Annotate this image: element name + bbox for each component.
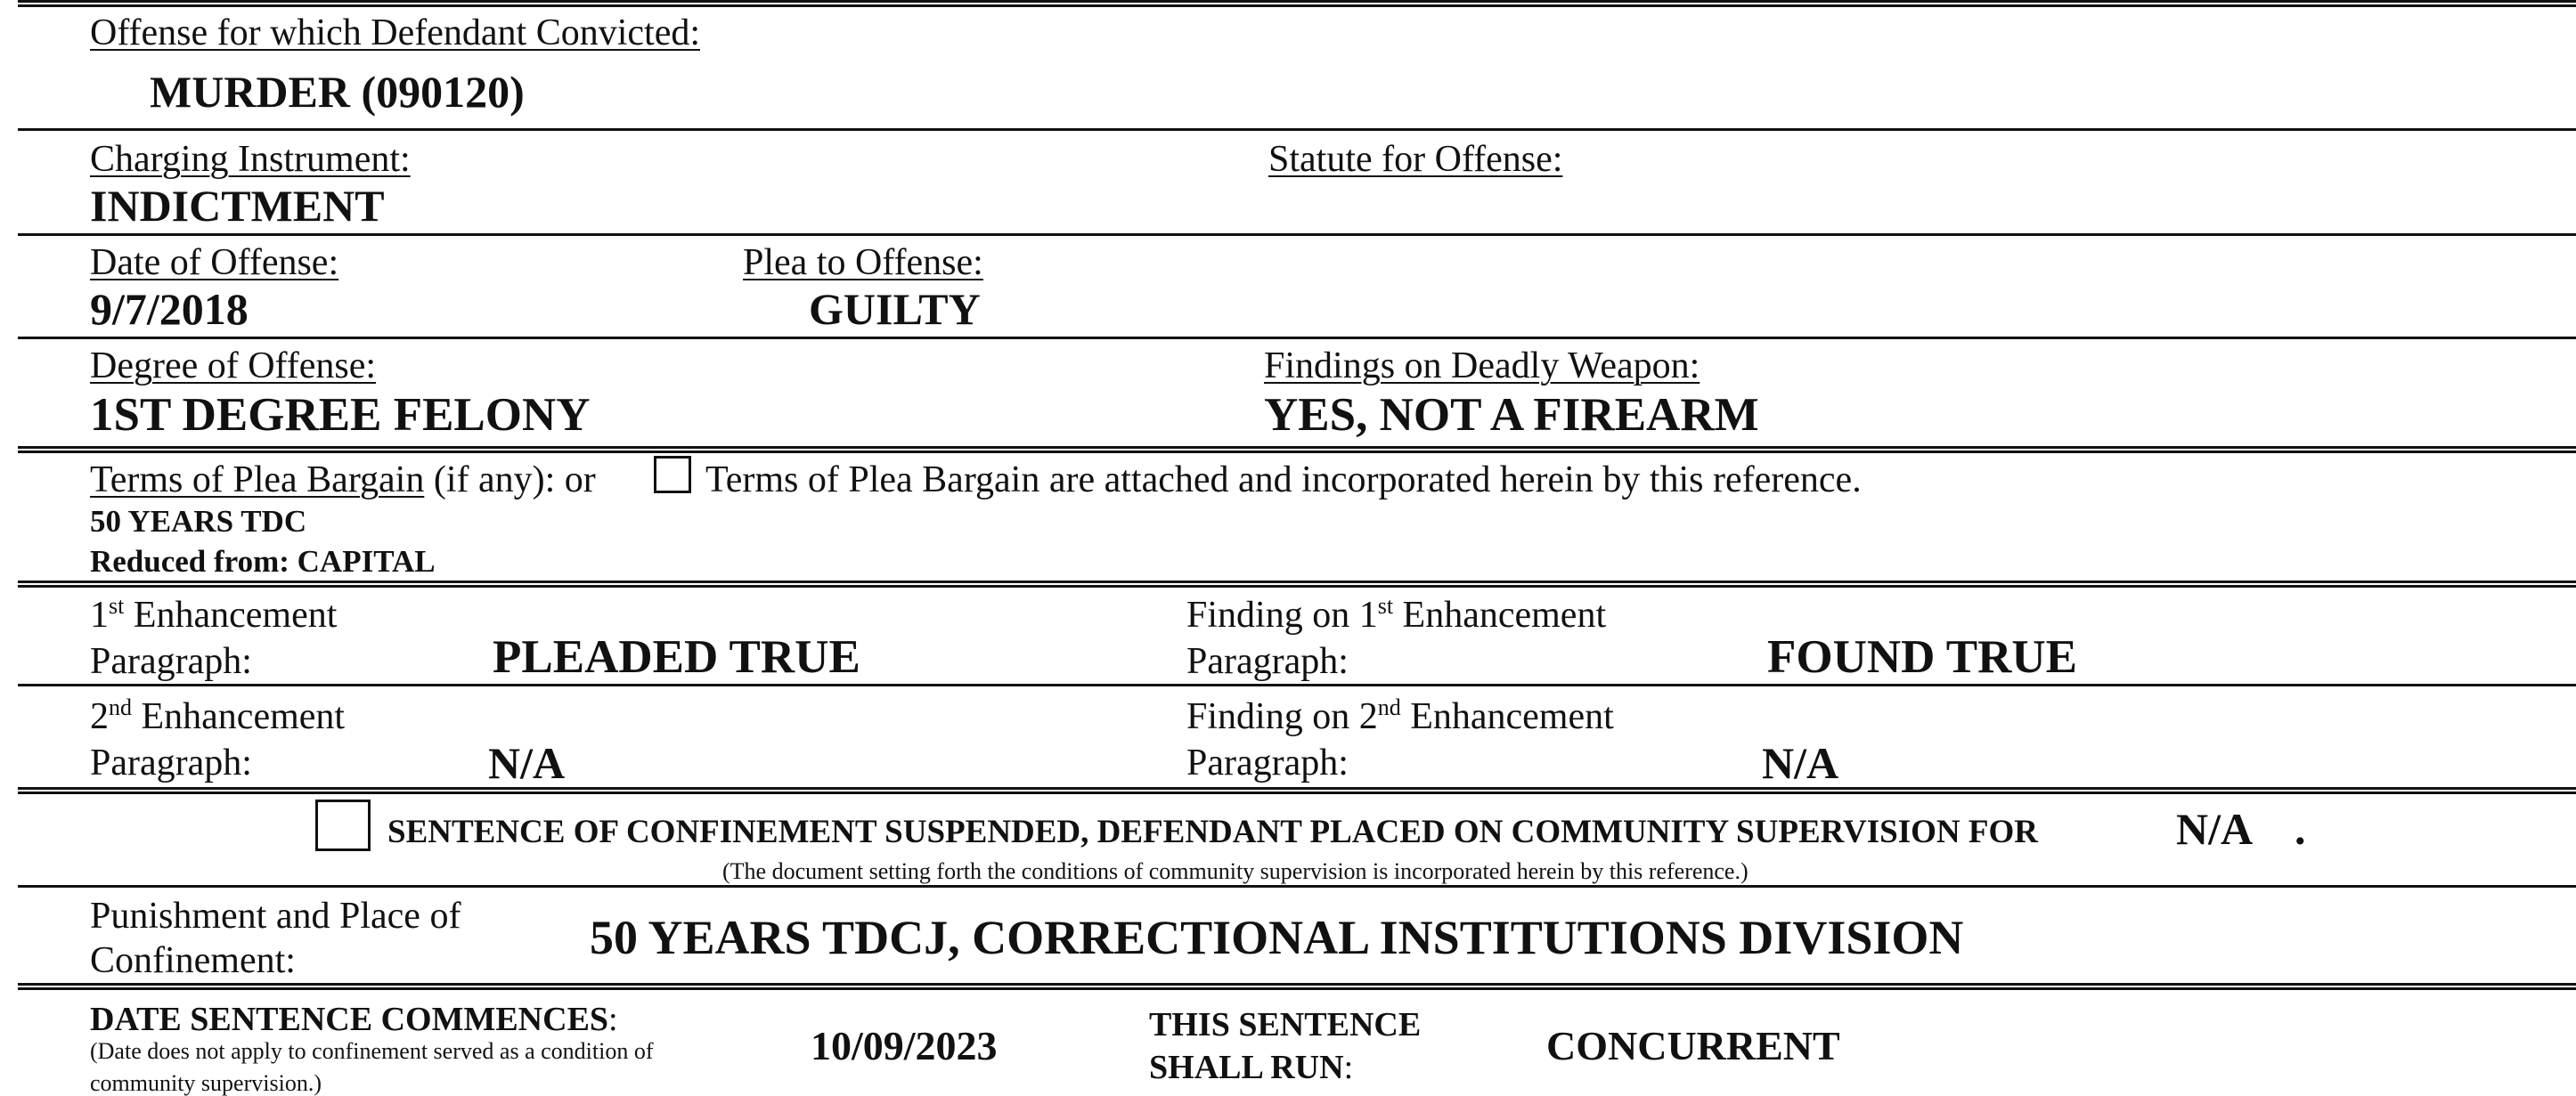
charging-instrument-label: Charging Instrument: (90, 139, 411, 180)
degree-value: 1ST DEGREE FELONY (90, 389, 591, 441)
divider (18, 128, 2576, 131)
enh1-label-2: Paragraph: (90, 641, 252, 682)
suspended-sentence-text: SENTENCE OF CONFINEMENT SUSPENDED, DEFENDANT PLACED ON COMMUNITY SUPERVISION FOR (387, 814, 2038, 850)
enh1-finding-label: Finding on 1st Enhancement (1186, 593, 1607, 636)
divider (18, 580, 2576, 588)
enh1-finding-label-2: Paragraph: (1186, 641, 1349, 682)
divider (18, 983, 2576, 990)
suspended-sentence-note: (The document setting forth the conditions of community supervision is incorporated herein by this reference.) (722, 858, 1749, 884)
divider (18, 0, 2576, 7)
punishment-label-1: Punishment and Place of (90, 896, 461, 937)
plea-label: Plea to Offense: (743, 242, 983, 283)
date-of-offense-label: Date of Offense: (90, 242, 339, 283)
plea-bargain-terms-line2: Reduced from: CAPITAL (90, 544, 436, 579)
enh2-finding-label: Finding on 2nd Enhancement (1186, 694, 1614, 737)
enh2-label: 2nd Enhancement (90, 694, 346, 737)
suspended-sentence-checkbox[interactable] (315, 800, 371, 851)
plea-bargain-attached-checkbox[interactable] (654, 456, 691, 493)
divider (18, 787, 2576, 794)
degree-label: Degree of Offense: (90, 345, 377, 386)
deadly-weapon-label: Findings on Deadly Weapon: (1264, 345, 1700, 386)
commence-value: 10/09/2023 (811, 1023, 998, 1068)
deadly-weapon-value: YES, NOT A FIREARM (1264, 389, 1759, 441)
suspended-sentence-value: N/A (2176, 804, 2254, 854)
statute-label: Statute for Offense: (1268, 139, 1563, 180)
plea-bargain-terms-line1: 50 YEARS TDC (90, 504, 307, 539)
commence-note-1: (Date does not apply to confinement served as a condition of (90, 1038, 654, 1064)
plea-value: GUILTY (809, 284, 981, 334)
enh1-finding-value: FOUND TRUE (1767, 631, 2077, 683)
commence-label: DATE SENTENCE COMMENCES: (90, 1001, 618, 1038)
plea-bargain-line (90, 461, 596, 499)
enh2-finding-value: N/A (1762, 738, 1839, 788)
plea-bargain-label: Terms of Plea Bargain (90, 459, 425, 500)
divider (18, 337, 2576, 339)
charging-instrument-value: INDICTMENT (90, 181, 385, 231)
divider (18, 684, 2576, 686)
offense-label: Offense for which Defendant Convicted: (90, 12, 701, 53)
punishment-value: 50 YEARS TDCJ, CORRECTIONAL INSTITUTIONS DIVISION (590, 911, 1964, 964)
divider (18, 446, 2576, 453)
enh2-label-2: Paragraph: (90, 743, 252, 783)
divider (18, 885, 2576, 888)
enh1-label: 1st Enhancement (90, 593, 338, 636)
punishment-label-2: Confinement: (90, 940, 296, 981)
offense-value: MURDER (090120) (150, 67, 525, 117)
plea-bargain-label-suffix: (if any): or (424, 459, 596, 500)
plea-bargain-checkbox-text: Terms of Plea Bargain are attached and incorporated herein by this reference. (705, 459, 1862, 500)
suspended-sentence-period: . (2295, 804, 2306, 854)
run-value: CONCURRENT (1546, 1023, 1840, 1068)
run-label-1: THIS SENTENCE (1149, 1006, 1422, 1043)
date-of-offense-value: 9/7/2018 (90, 284, 249, 334)
enh1-plea-value: PLEADED TRUE (493, 631, 860, 683)
commence-note-2: community supervision.) (90, 1070, 322, 1096)
enh2-finding-label-2: Paragraph: (1186, 743, 1349, 783)
run-label-2: SHALL RUN: (1149, 1049, 1354, 1086)
enh2-plea-value: N/A (488, 738, 566, 788)
divider (18, 233, 2576, 236)
